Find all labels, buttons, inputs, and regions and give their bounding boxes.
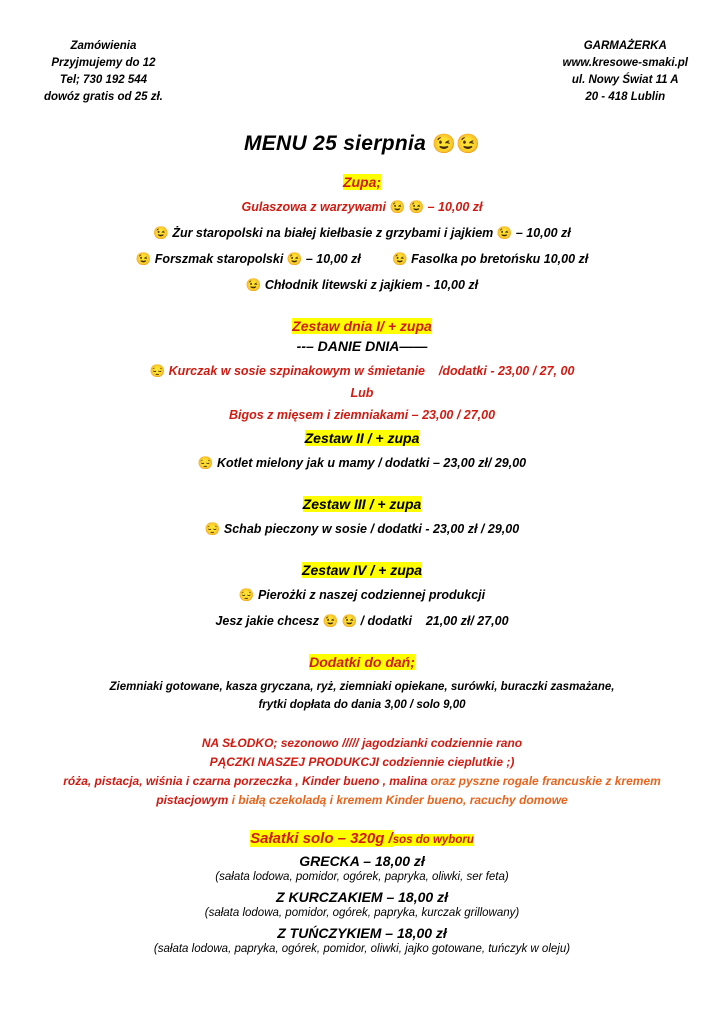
set-1-option-1-name: Kurczak w sosie szpinakowym w śmietanie bbox=[168, 364, 426, 378]
phone-number: Tel; 730 192 544 bbox=[59, 74, 148, 86]
section-heading-sides bbox=[0, 654, 724, 670]
soup-4-name-price: Fasolka po bretońsku 10,00 zł bbox=[411, 252, 589, 266]
wink-emoji: 😉 😉 bbox=[322, 614, 358, 628]
soup-1-name: Gulaszowa z warzywami bbox=[241, 200, 386, 214]
delivery-info: dowóz gratis od 25 zł. bbox=[44, 91, 163, 103]
sides-list bbox=[0, 678, 724, 714]
sides-line-1: Ziemniaki gotowane, kasza gryczana, ryż, ziemniaki opiekane, surówki, buraczki zasmażane, bbox=[109, 681, 615, 693]
menu-item-set-3 bbox=[0, 521, 724, 538]
orders-hours: Przyjmujemy do 12 bbox=[51, 57, 156, 69]
business-name: GARMAŻERKA bbox=[583, 40, 667, 52]
wink-emoji: 😉😉 bbox=[432, 134, 481, 155]
salad-3-desc: (sałata lodowa, papryka, ogórek, pomidor, oliwki, jajko gotowane, tuńczyk w oleju) bbox=[153, 943, 571, 955]
set-4-choice-price: 21,00 zł/ 27,00 bbox=[425, 614, 509, 628]
worried-emoji: 😔 bbox=[238, 588, 255, 602]
salad-2-desc: (sałata lodowa, pomidor, ogórek, papryka, kurczak grillowany) bbox=[204, 907, 520, 919]
set-1-option-1-price: /dodatki - 23,00 / 27, 00 bbox=[438, 364, 575, 378]
sweets-line-3 bbox=[0, 772, 724, 791]
set-4-choice-line bbox=[0, 613, 724, 630]
contact-info-left bbox=[44, 38, 163, 106]
page-title bbox=[0, 132, 724, 156]
sides-heading-text: Dodatki do dań; bbox=[309, 654, 415, 670]
menu-item-set-2 bbox=[0, 455, 724, 472]
set-2-item-text: Kotlet mielony jak u mamy / dodatki – 23,00 zł/ 29,00 bbox=[216, 456, 527, 470]
sweets-pistachio: pistacjowym bbox=[156, 793, 229, 807]
section-heading-set-4 bbox=[0, 562, 724, 578]
section-heading-set-3 bbox=[0, 496, 724, 512]
salads-heading-text: Sałatki solo – 320g / bbox=[250, 830, 393, 847]
section-heading-soups bbox=[0, 174, 724, 190]
menu-item-soup-1 bbox=[0, 199, 724, 216]
worried-emoji: 😔 bbox=[204, 522, 221, 536]
menu-item-soup-3 bbox=[0, 251, 724, 268]
wink-emoji: 😉 bbox=[153, 226, 169, 240]
wink-emoji: 😉 bbox=[496, 226, 513, 240]
menu-item-soup-5 bbox=[0, 277, 724, 294]
soup-1-price: – 10,00 zł bbox=[427, 200, 483, 214]
sweets-croissants: rogale francuskie z kremem bbox=[502, 774, 661, 788]
set-2-heading-text: Zestaw II / + zupa bbox=[304, 430, 420, 446]
salad-2-name: Z KURCZAKIEM – 18,00 zł bbox=[276, 889, 448, 905]
sweets-section bbox=[0, 734, 724, 810]
soups-heading-text: Zupa; bbox=[342, 174, 382, 190]
orders-label: Zamówienia bbox=[70, 40, 137, 52]
set-4-item-text: Pierożki z naszej codziennej produkcji bbox=[257, 588, 486, 602]
sweets-line-1: NA SŁODKO; sezonowo ///// jagodzianki codziennie rano bbox=[201, 736, 523, 750]
sweets-chocolate-desc: i białą czekoladą i kremem Kinder bueno, racuchy domowe bbox=[231, 793, 568, 807]
set-4-heading-text: Zestaw IV / + zupa bbox=[301, 562, 423, 578]
menu-item-set-1-option-1 bbox=[0, 363, 724, 380]
soup-2-name: Żur staropolski na białej kiełbasie z grzybami i jajkiem bbox=[172, 226, 494, 240]
business-info-right bbox=[563, 38, 688, 106]
section-heading-set-2 bbox=[0, 430, 724, 446]
worried-emoji: 😔 bbox=[149, 364, 166, 378]
set-3-heading-text: Zestaw III / + zupa bbox=[302, 496, 422, 512]
street-address: ul. Nowy Świat 11 A bbox=[571, 74, 679, 86]
wink-emoji: 😉 bbox=[392, 252, 408, 266]
sweets-line-2: PĄCZKI NASZEJ PRODUKCJI codziennie cieplutkie ;) bbox=[209, 755, 515, 769]
soup-2-price: – 10,00 zł bbox=[515, 226, 571, 240]
sweets-extra-label: oraz pyszne bbox=[430, 774, 500, 788]
set-3-item-text: Schab pieczony w sosie / dodatki - 23,00 zł / 29,00 bbox=[223, 522, 520, 536]
menu-item-set-4 bbox=[0, 587, 724, 604]
daily-dish-subheading: --– DANIE DNIA—— bbox=[296, 338, 428, 354]
page-header bbox=[0, 0, 724, 106]
menu-title-text: MENU 25 sierpnia bbox=[243, 132, 427, 155]
wink-emoji: 😉 bbox=[135, 252, 152, 266]
menu-item-soup-2 bbox=[0, 225, 724, 242]
sides-line-2: frytki dopłata do dania 3,00 / solo 9,00 bbox=[258, 699, 466, 711]
soup-3-name: Forszmak staropolski bbox=[154, 252, 284, 266]
section-heading-set-1 bbox=[0, 318, 724, 334]
worried-emoji: 😔 bbox=[197, 456, 214, 470]
salad-1-desc: (sałata lodowa, pomidor, ogórek, papryka, oliwki, ser feta) bbox=[215, 871, 509, 883]
salad-1-name: GRECKA – 18,00 zł bbox=[299, 853, 425, 869]
set-1-or-separator: Lub bbox=[350, 386, 374, 400]
wink-emoji: 😉 bbox=[245, 278, 262, 292]
set-1-heading-text: Zestaw dnia I/ + zupa bbox=[292, 318, 432, 334]
set-4-choice-suffix: / dodatki bbox=[360, 614, 412, 628]
soup-5-name-price: Chłodnik litewski z jajkiem - 10,00 zł bbox=[264, 278, 479, 292]
sweets-flavors: róża, pistacja, wiśnia i czarna porzeczka , Kinder bueno , malina bbox=[63, 774, 428, 788]
salad-3-name: Z TUŃCZYKIEM – 18,00 zł bbox=[277, 925, 447, 941]
menu-item-set-1-option-2: Bigos z mięsem i ziemniakami – 23,00 / 27,00 bbox=[228, 408, 496, 422]
wink-emoji: 😉 bbox=[286, 252, 303, 266]
salads-sauce-note: sos do wyboru bbox=[392, 834, 474, 846]
wink-emoji: 😉 😉 bbox=[389, 200, 425, 214]
sweets-line-4 bbox=[0, 791, 724, 810]
city-address: 20 - 418 Lublin bbox=[585, 91, 666, 103]
soup-3-price: – 10,00 zł bbox=[305, 252, 361, 266]
website: www.kresowe-smaki.pl bbox=[562, 57, 688, 69]
set-4-choice-prefix: Jesz jakie chcesz bbox=[215, 614, 319, 628]
section-heading-salads bbox=[0, 830, 724, 847]
